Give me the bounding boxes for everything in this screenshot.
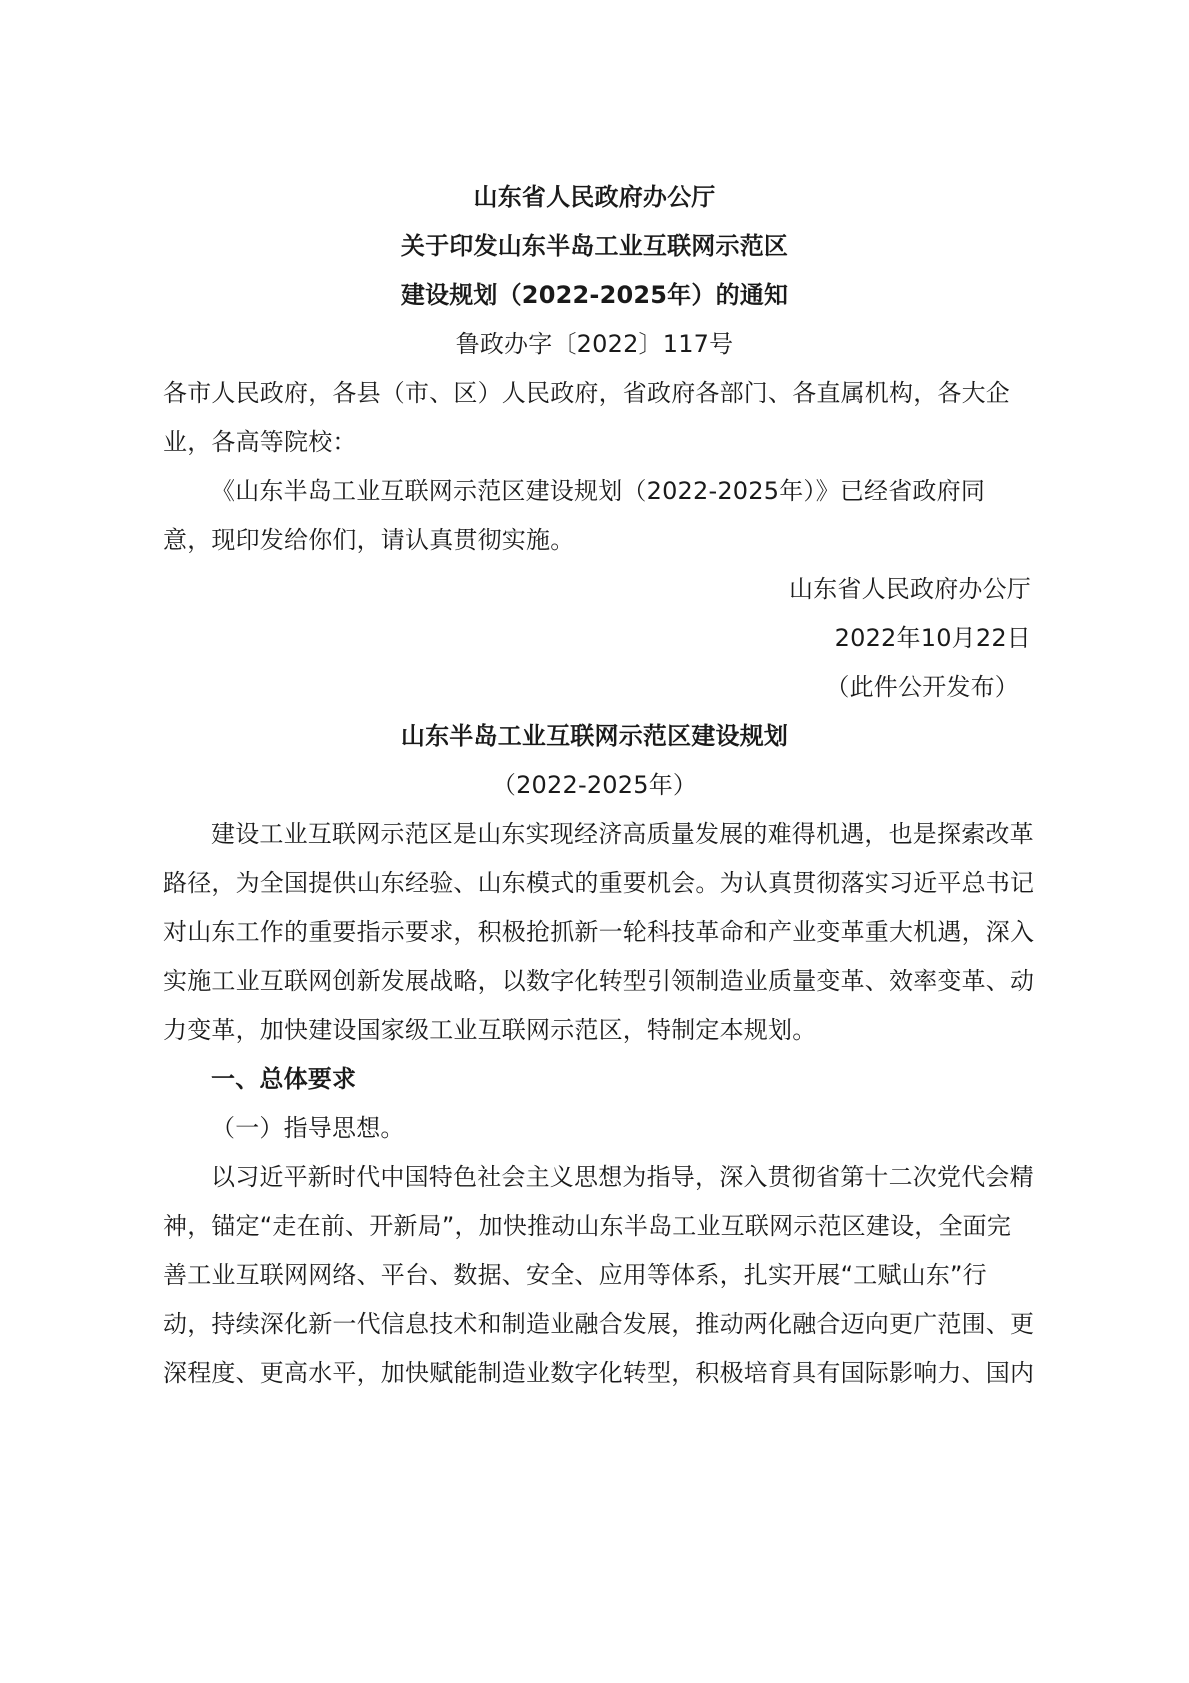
subsection-heading: （一）指导思想。 bbox=[211, 1114, 405, 1142]
recipients-line: 各市人民政府，各县（市、区）人民政府，省政府各部门、各直属机构，各大企 bbox=[163, 379, 1010, 407]
guiding-line: 神，锚定“走在前、开新局”，加快推动山东半岛工业互联网示范区建设，全面完 bbox=[163, 1212, 1012, 1240]
intro-line: 建设工业互联网示范区是山东实现经济高质量发展的难得机遇，也是探索改革 bbox=[211, 820, 1034, 848]
guiding-line: 善工业互联网网络、平台、数据、安全、应用等体系，扎实开展“工赋山东”行 bbox=[163, 1261, 987, 1289]
notice-body-line: 《山东半岛工业互联网示范区建设规划（2022-2025年）》已经省政府同 bbox=[211, 477, 986, 505]
section-heading: 一、总体要求 bbox=[211, 1065, 357, 1093]
guiding-line: 动，持续深化新一代信息技术和制造业融合发展，推动两化融合迈向更广范围、更 bbox=[163, 1310, 1035, 1338]
recipients-line: 业，各高等院校： bbox=[163, 428, 357, 456]
intro-line: 路径，为全国提供山东经验、山东模式的重要机会。为认真贯彻落实习近平总书记 bbox=[163, 869, 1035, 897]
plan-title: 山东半岛工业互联网示范区建设规划 bbox=[400, 722, 789, 750]
guiding-line: 深程度、更高水平，加快赋能制造业数字化转型，积极培育具有国际影响力、国内 bbox=[163, 1359, 1035, 1387]
guiding-line: 以习近平新时代中国特色社会主义思想为指导，深入贯彻省第十二次党代会精 bbox=[211, 1163, 1034, 1191]
intro-line: 实施工业互联网创新发展战略，以数字化转型引领制造业质量变革、效率变革、动 bbox=[163, 967, 1035, 995]
plan-period: （2022-2025年） bbox=[491, 771, 698, 799]
notice-body-line: 意，现印发给你们，请认真贯彻实施。 bbox=[163, 526, 575, 554]
issue-date: 2022年10月22日 bbox=[834, 624, 1031, 652]
document-number: 鲁政办字〔2022〕117号 bbox=[455, 330, 734, 358]
notice-title-line2: 关于印发山东半岛工业互联网示范区 bbox=[400, 232, 789, 260]
notice-title-line1: 山东省人民政府办公厅 bbox=[473, 183, 716, 211]
issuer-signature: 山东省人民政府办公厅 bbox=[789, 575, 1031, 603]
notice-title-line3: 建设规划（2022-2025年）的通知 bbox=[400, 281, 789, 309]
intro-line: 对山东工作的重要指示要求，积极抢抓新一轮科技革命和产业变革重大机遇，深入 bbox=[163, 918, 1035, 946]
intro-line: 力变革，加快建设国家级工业互联网示范区，特制定本规划。 bbox=[163, 1016, 817, 1044]
publication-note: （此件公开发布） bbox=[825, 673, 1019, 701]
